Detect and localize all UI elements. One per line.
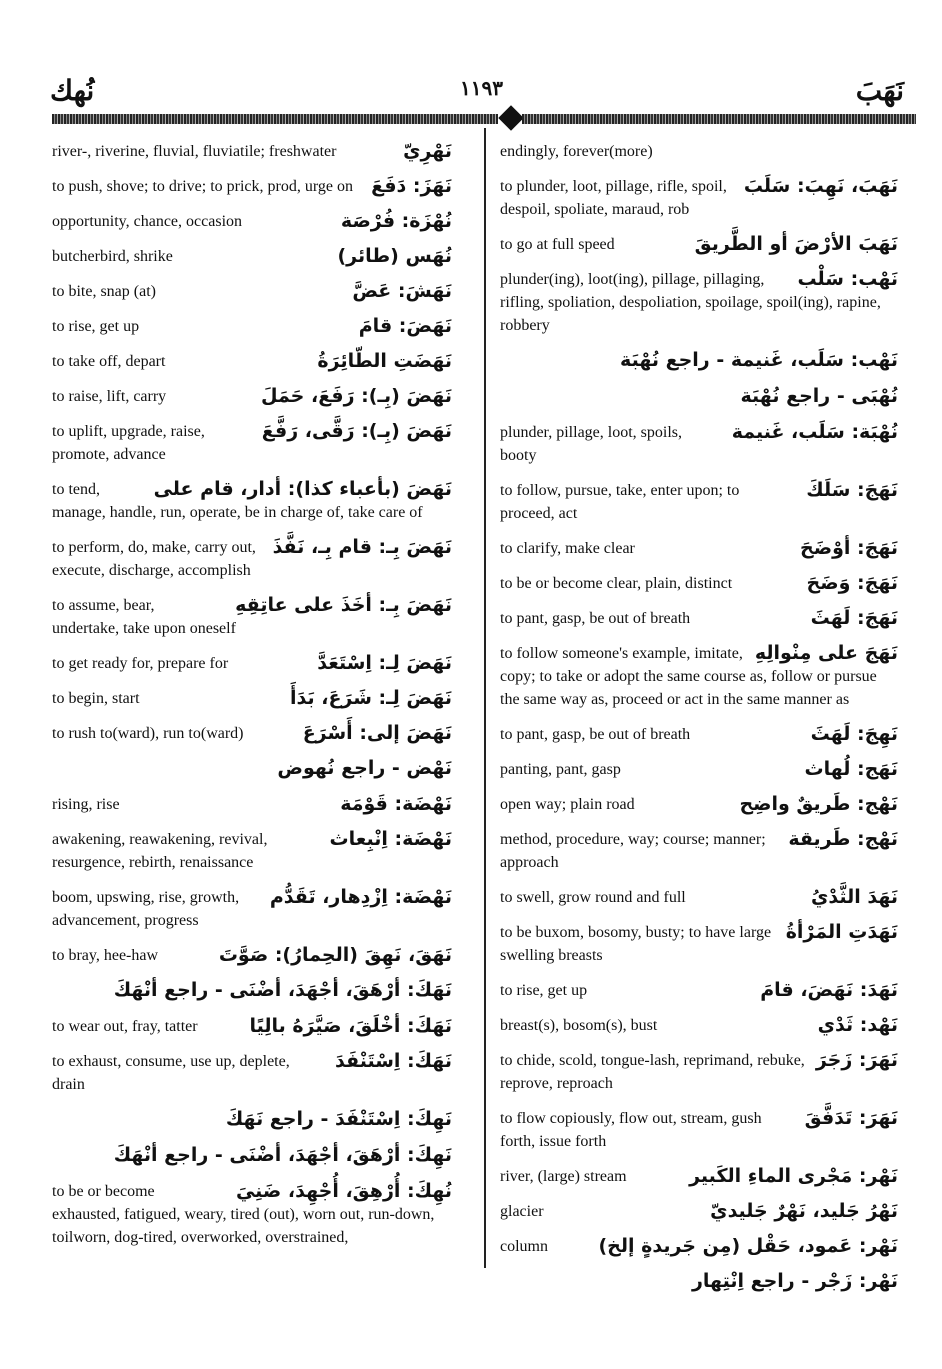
dictionary-entry	[52, 385, 452, 408]
arabic-headword: نَهْضَة: اِنْبِعاث	[329, 828, 452, 850]
arabic-headword: نَهَرَ: زَجَرَ	[815, 1049, 898, 1071]
arabic-headword: نَهِكَ: أرْهَقَ، أجْهَدَ، أضْنَى - راجع أنْهَكَ	[113, 1144, 452, 1166]
arabic-headword: نَهَرَ: تَدَفَّقَ	[804, 1107, 898, 1129]
dictionary-entry	[500, 233, 898, 256]
arabic-headword: نُهْبَى - راجع نُهْبَة	[740, 385, 898, 407]
dictionary-entry	[500, 886, 898, 909]
dictionary-entry	[500, 828, 898, 874]
arabic-headword: نَهَدَتِ المَرْأةُ	[785, 921, 898, 943]
arabic-headword: نَهْرِيّ	[403, 140, 452, 162]
arabic-headword: نَهَدَ: نَهَضَ، قامَ	[760, 979, 898, 1001]
english-definition: to raise, lift, carry	[52, 388, 167, 405]
english-definition: to be or become clear, plain, distinct	[500, 575, 733, 592]
english-definition: opportunity, chance, occasion	[52, 213, 243, 230]
english-definition: river, (large) stream	[500, 1168, 627, 1185]
arabic-headword: نَهَضَ بِـ: أخَذَ على عاتِقِهِ	[235, 594, 452, 616]
arabic-headword: نَهَج: لُهاث	[804, 758, 898, 780]
arabic-headword: نَهَضَ لِـ: شَرَعَ، بَدَأَ	[290, 687, 452, 709]
arabic-headword: نَهَضَ: قامَ	[358, 315, 452, 337]
header-diamond-ornament	[498, 105, 523, 130]
english-definition: to plunder, loot, pillage, rifle, spoil, despoil, spoliate, maraud, rob	[500, 178, 727, 218]
arabic-headword: نَهَضَ (بأعباء كذا): أدار، قام على	[153, 478, 452, 500]
english-definition: to go at full speed	[500, 236, 615, 253]
english-definition: plunder, pillage, loot, spoils, booty	[500, 424, 683, 464]
header-rule-left	[52, 114, 498, 124]
english-definition: to begin, start	[52, 690, 140, 707]
english-definition: to wear out, fray, tatter	[52, 1018, 198, 1035]
dictionary-entry	[52, 536, 452, 582]
english-definition: plunder(ing), loot(ing), pillage, pillaging, rifling, spoliation, despoliation, spoilage, spoil(ing), rapine, robbery	[500, 271, 881, 334]
english-definition: to flow copiously, flow out, stream, gush forth, issue forth	[500, 1110, 762, 1150]
guide-word-left: نُهك	[50, 74, 95, 107]
dictionary-entry	[500, 1200, 898, 1223]
arabic-headword: نَهَضَ (بِـ): رَقَّى، رَفَّعَ	[261, 420, 452, 442]
arabic-headword: نَهْضَة: اِزْدِهار، تَقَدُّم	[269, 886, 452, 908]
dictionary-entry	[52, 594, 452, 640]
arabic-headword: نَهَضَ بِـ: قام بِـ، نَفَّذَ	[272, 536, 452, 558]
dictionary-entry	[52, 828, 452, 874]
dictionary-entry	[52, 652, 452, 675]
right-column	[500, 140, 898, 1306]
dictionary-entry	[52, 886, 452, 932]
english-definition: to rise, get up	[500, 982, 588, 999]
dictionary-entry	[52, 478, 452, 524]
dictionary-entry	[500, 385, 898, 409]
dictionary-entry	[52, 1050, 452, 1096]
english-definition: to be buxom, bosomy, busty; to have large swelling breasts	[500, 924, 772, 964]
dictionary-entry	[500, 1107, 898, 1153]
arabic-headword: نَهَقَ، نَهِقَ (الحِمارُ): صَوَّتَ	[218, 944, 452, 966]
english-definition: to bray, hee-haw	[52, 947, 159, 964]
dictionary-entry	[500, 268, 898, 337]
arabic-headword: نَهَكَ: أخْلَقَ، صَيَّرَهُ بالِيًا	[249, 1015, 452, 1037]
english-definition: open way; plain road	[500, 796, 635, 813]
dictionary-entry	[52, 1015, 452, 1038]
dictionary-entry	[52, 1144, 452, 1168]
arabic-headword: نُهَس (طائر)	[337, 245, 452, 267]
dictionary-entry	[52, 140, 452, 163]
english-definition: boom, upswing, rise, growth, advancement, progress	[52, 889, 240, 929]
arabic-headword: نَهَشَ: عَضَّ	[352, 280, 452, 302]
english-definition: to push, shove; to drive; to prick, prod, urge on	[52, 178, 353, 195]
arabic-headword: نَهْب: سَلْب	[797, 268, 898, 290]
left-column	[52, 140, 452, 1261]
arabic-headword: نَهَجَ: سَلَكَ	[806, 479, 898, 501]
english-definition: to follow, pursue, take, enter upon; to proceed, act	[500, 482, 740, 522]
arabic-headword: نَهَجَ على مِنْوالِهِ	[754, 642, 898, 664]
arabic-headword: نَهَبَ الأرْضَ أو الطَّريقَ	[694, 233, 898, 255]
english-definition: to bite, snap (at)	[52, 283, 156, 300]
english-definition: to be or become exhausted, fatigued, weary, tired (out), worn out, run-down, toilworn, dog-tired, overworked, overstrained,	[52, 1183, 435, 1246]
dictionary-entry	[500, 642, 898, 711]
arabic-headword: نَهَضَ إلى: أَسْرَعَ	[302, 722, 452, 744]
dictionary-entry	[52, 722, 452, 745]
arabic-headword: نَهَجَ: وَضَحَ	[806, 572, 898, 594]
arabic-headword: نُهْزَة: فُرْصَة	[340, 210, 452, 232]
dictionary-entry	[52, 687, 452, 710]
english-definition: endingly, forever(more)	[500, 143, 653, 160]
english-definition: to swell, grow round and full	[500, 889, 686, 906]
english-definition: to pant, gasp, be out of breath	[500, 726, 691, 743]
english-definition: to perform, do, make, carry out, execute, discharge, accomplish	[52, 539, 256, 579]
english-definition: to uplift, upgrade, raise, promote, advance	[52, 423, 205, 463]
dictionary-entry	[52, 757, 452, 781]
dictionary-entry	[52, 1108, 452, 1132]
arabic-headword: نَهَبَ، نَهِبَ: سَلَبَ	[743, 175, 898, 197]
arabic-headword: نَهَجَ: أوْضَحَ	[800, 537, 898, 559]
arabic-headword: نُهْبَة: سَلَب، غَنيمة	[731, 421, 898, 443]
arabic-headword: نَهَكَ: اِسْتَنْفَدَ	[335, 1050, 452, 1072]
english-definition: panting, pant, gasp	[500, 761, 621, 778]
dictionary-entry	[500, 572, 898, 595]
dictionary-entry	[500, 1165, 898, 1188]
english-definition: rising, rise	[52, 796, 120, 813]
dictionary-entry	[500, 607, 898, 630]
english-definition: to rush to(ward), run to(ward)	[52, 725, 244, 742]
english-definition: method, procedure, way; course; manner; approach	[500, 831, 766, 871]
dictionary-entry	[52, 280, 452, 303]
header-rule-right	[522, 114, 916, 124]
dictionary-entry	[500, 175, 898, 221]
english-definition: to rise, get up	[52, 318, 140, 335]
arabic-headword: نَهَضَ لِـ: اِسْتَعَدَّ	[317, 652, 452, 674]
arabic-headword: نَهِكَ: اِسْتَنْفَدَ - راجع نَهَكَ	[225, 1108, 452, 1130]
arabic-headword: نَهْر: عَمود، حَقْل (مِن جَريدةٍ إلخ)	[598, 1235, 898, 1257]
english-definition: to follow someone's example, imitate, copy; to take or adopt the same course as, follow or pursue the same way as, proceed or act in the same manner as	[500, 645, 877, 708]
arabic-headword: نَهْب: سَلَب، غَنيمة - راجع نُهْبَة	[620, 349, 898, 371]
dictionary-entry	[500, 921, 898, 967]
arabic-headword: نَهْرُ جَليد، نَهْرٌ جَليديّ	[710, 1200, 898, 1222]
arabic-headword: نَهِجَ: لَهَثَ	[810, 723, 898, 745]
arabic-headword: نَهَجَ: لَهَثَ	[810, 607, 898, 629]
dictionary-entry	[500, 1049, 898, 1095]
dictionary-entry	[500, 1014, 898, 1037]
dictionary-entry	[52, 793, 452, 816]
dictionary-entry	[500, 723, 898, 746]
english-definition: to tend, manage, handle, run, operate, be in charge of, take care of	[52, 481, 423, 521]
dictionary-entry	[52, 175, 452, 198]
arabic-headword: نَهْض - راجع نُهوض	[277, 757, 452, 779]
dictionary-entry	[500, 537, 898, 560]
dictionary-entry	[500, 979, 898, 1002]
arabic-headword: نَهْر: مَجْرى الماءِ الكَبير	[689, 1165, 898, 1187]
dictionary-entry	[52, 245, 452, 268]
dictionary-entry	[500, 479, 898, 525]
arabic-headword: نُهِكَ: أُرْهِقَ، أُجْهِدَ، ضَنِيَ	[235, 1180, 452, 1202]
dictionary-entry	[500, 349, 898, 373]
page-header	[0, 62, 942, 122]
dictionary-entry	[52, 1180, 452, 1249]
arabic-headword: نَهَكَ: أرْهَقَ، أجْهَدَ، أضْنَى - راجع أنْهَكَ	[113, 979, 452, 1001]
dictionary-entry	[500, 793, 898, 816]
arabic-headword: نَهَزَ: دَفَعَ	[371, 175, 452, 197]
dictionary-entry	[52, 210, 452, 233]
english-definition: awakening, reawakening, revival, resurgence, rebirth, renaissance	[52, 831, 268, 871]
english-definition: to chide, scold, tongue-lash, reprimand, rebuke, reprove, reproach	[500, 1052, 805, 1092]
dictionary-entry	[52, 315, 452, 338]
column-divider	[484, 128, 486, 1268]
page-number: ١١٩٣	[460, 76, 503, 100]
dictionary-entry	[52, 944, 452, 967]
dictionary-entry	[500, 140, 898, 163]
english-definition: column	[500, 1238, 548, 1255]
dictionary-entry	[500, 421, 898, 467]
english-definition: breast(s), bosom(s), bust	[500, 1017, 658, 1034]
english-definition: to take off, depart	[52, 353, 166, 370]
dictionary-entry	[52, 420, 452, 466]
english-definition: to exhaust, consume, use up, deplete, drain	[52, 1053, 290, 1093]
dictionary-entry	[52, 350, 452, 373]
dictionary-entry	[52, 979, 452, 1003]
dictionary-entry	[500, 1270, 898, 1294]
english-definition: to get ready for, prepare for	[52, 655, 229, 672]
arabic-headword: نَهَدَ الثَّدْيُ	[810, 886, 898, 908]
guide-word-right: نَهَبَ	[855, 74, 904, 107]
dictionary-entry	[500, 1235, 898, 1258]
english-definition: glacier	[500, 1203, 544, 1220]
arabic-headword: نَهْج: طَريقة	[788, 828, 898, 850]
arabic-headword: نَهْج: طَريقٌ واضِح	[739, 793, 898, 815]
english-definition: river-, riverine, fluvial, fluviatile; freshwater	[52, 143, 337, 160]
arabic-headword: نَهْر: زَجْر - راجع اِنْتِهار	[691, 1270, 898, 1292]
english-definition: to assume, bear, undertake, take upon oneself	[52, 597, 236, 637]
arabic-headword: نَهْضَة: قَوْمَة	[340, 793, 452, 815]
arabic-headword: نَهَضَ (بِـ): رَفَعَ، حَمَلَ	[260, 385, 452, 407]
dictionary-entry	[500, 758, 898, 781]
english-definition: butcherbird, shrike	[52, 248, 173, 265]
arabic-headword: نَهْد: ثَدْي	[817, 1014, 898, 1036]
english-definition: to pant, gasp, be out of breath	[500, 610, 691, 627]
english-definition: to clarify, make clear	[500, 540, 635, 557]
arabic-headword: نَهَضَتِ الطّائِرَةُ	[317, 350, 452, 372]
